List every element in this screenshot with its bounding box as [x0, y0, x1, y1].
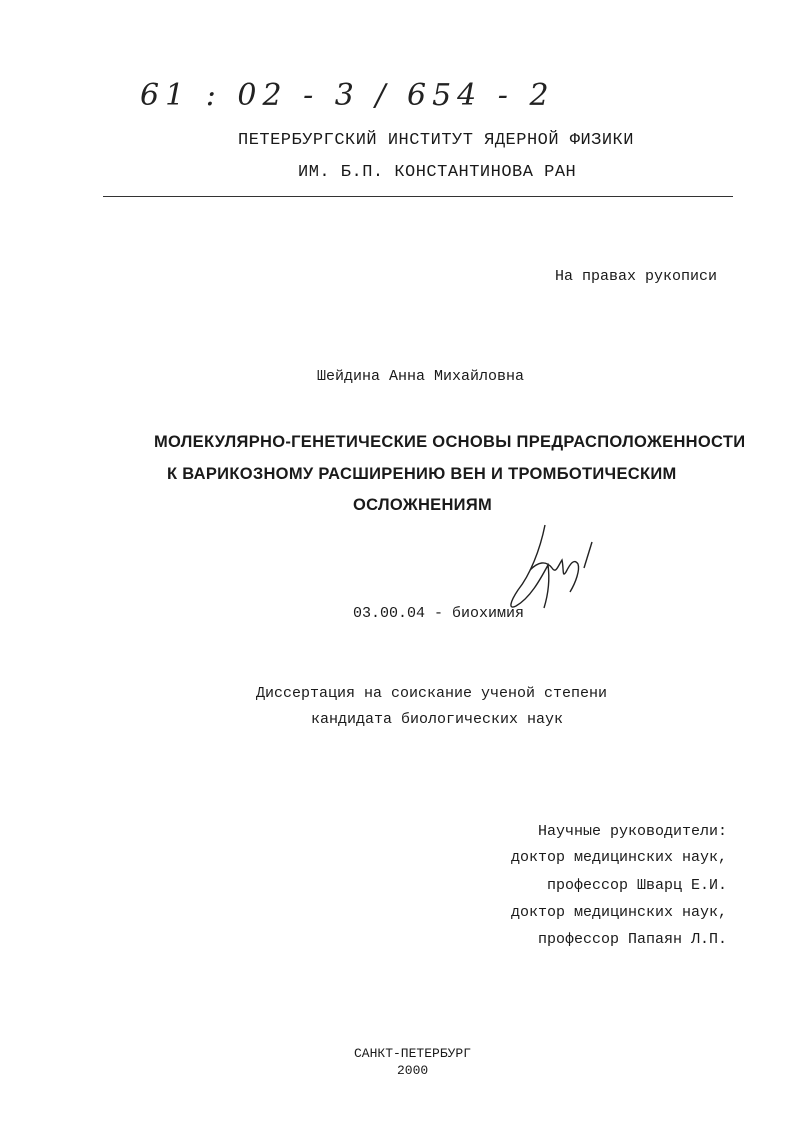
specialty-code: 03.00.04 - биохимия: [353, 605, 525, 622]
supervisor2-rank: доктор медицинских наук,: [510, 904, 727, 921]
degree-line2: кандидата биологических наук: [311, 711, 564, 728]
supervisor2-name: профессор Папаян Л.П.: [537, 931, 727, 948]
dissertation-title-line1: МОЛЕКУЛЯРНО-ГЕНЕТИЧЕСКИЕ ОСНОВЫ ПРЕДРАСПОЛОЖЕННОСТИ: [154, 433, 746, 451]
supervisor1-rank: доктор медицинских наук,: [510, 849, 727, 866]
institute-name-line2: ИМ. Б.П. КОНСТАНТИНОВА РАН: [298, 163, 577, 182]
supervisors-heading: Научные руководители:: [537, 823, 727, 840]
city: САНКТ-ПЕТЕРБУРГ: [354, 1046, 472, 1061]
dissertation-title-line2: К ВАРИКОЗНОМУ РАСШИРЕНИЮ ВЕН И ТРОМБОТИЧЕСКИМ: [167, 465, 677, 483]
year: 2000: [397, 1063, 429, 1078]
archive-code: 61 : 02 - 3 / 654 - 2: [140, 78, 555, 113]
dissertation-title-line3: ОСЛОЖНЕНИЯМ: [353, 496, 493, 514]
header-divider: [103, 196, 733, 197]
degree-line1: Диссертация на соискание ученой степени: [256, 685, 608, 702]
institute-name-line1: ПЕТЕРБУРГСКИЙ ИНСТИТУТ ЯДЕРНОЙ ФИЗИКИ: [238, 131, 634, 150]
rights-note: На правах рукописи: [555, 268, 718, 285]
author-name: Шейдина Анна Михайловна: [317, 368, 525, 385]
supervisor1-name: профессор Шварц Е.И.: [546, 877, 727, 894]
